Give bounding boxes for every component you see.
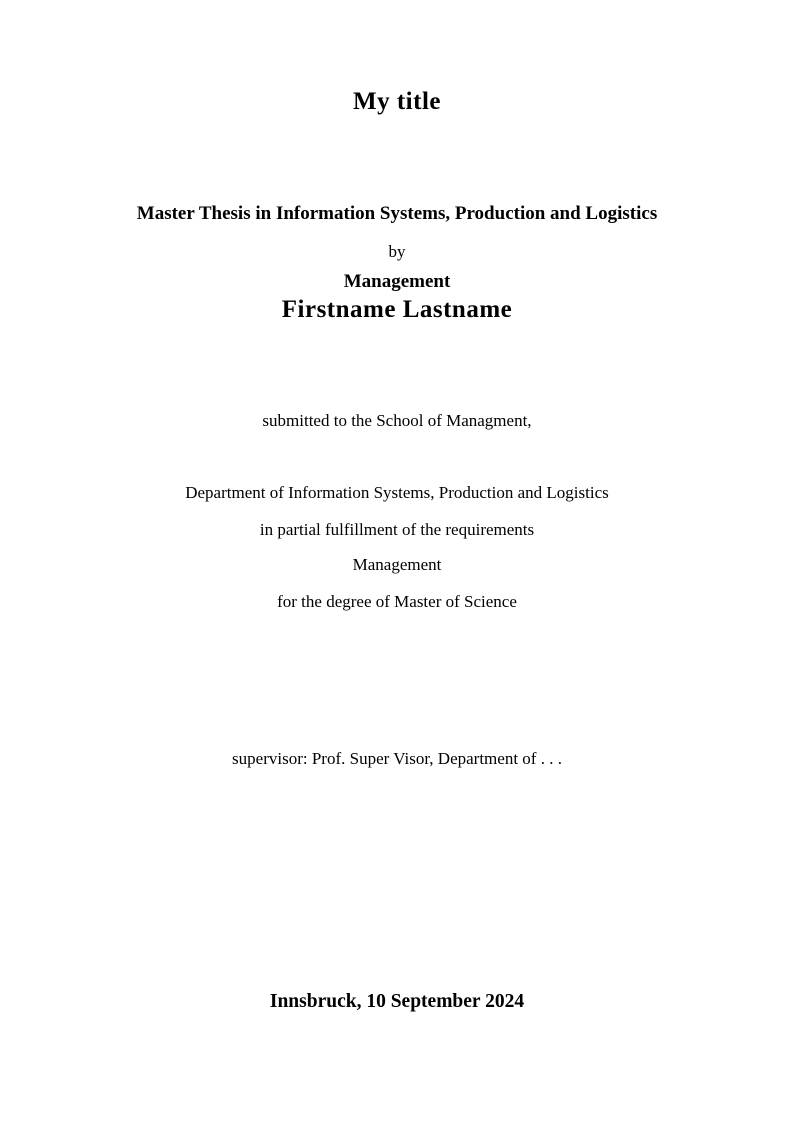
thesis-subtitle-line-2: Management — [343, 270, 451, 292]
fulfillment-line-2: for the degree of Master of Science — [277, 592, 517, 611]
thesis-subtitle-line-1: Master Thesis in Information Systems, Production and Logistics — [136, 203, 658, 224]
thesis-title: My title — [353, 88, 441, 115]
submission-line-2: Department of Information Systems, Production and Logistics — [185, 483, 609, 502]
byline: by — [388, 242, 406, 261]
fulfillment-line-1: in partial fulfillment of the requirements — [259, 520, 535, 539]
submission-line-3: Management — [352, 555, 442, 574]
place-and-date: Innsbruck, 10 September 2024 — [269, 991, 525, 1012]
supervisor-line: supervisor: Prof. Super Visor, Department of . . . — [232, 749, 562, 768]
author-name: Firstname Lastname — [281, 296, 513, 323]
fulfillment-statement — [0, 470, 794, 662]
submission-line-1: submitted to the School of Managment, — [262, 411, 532, 430]
